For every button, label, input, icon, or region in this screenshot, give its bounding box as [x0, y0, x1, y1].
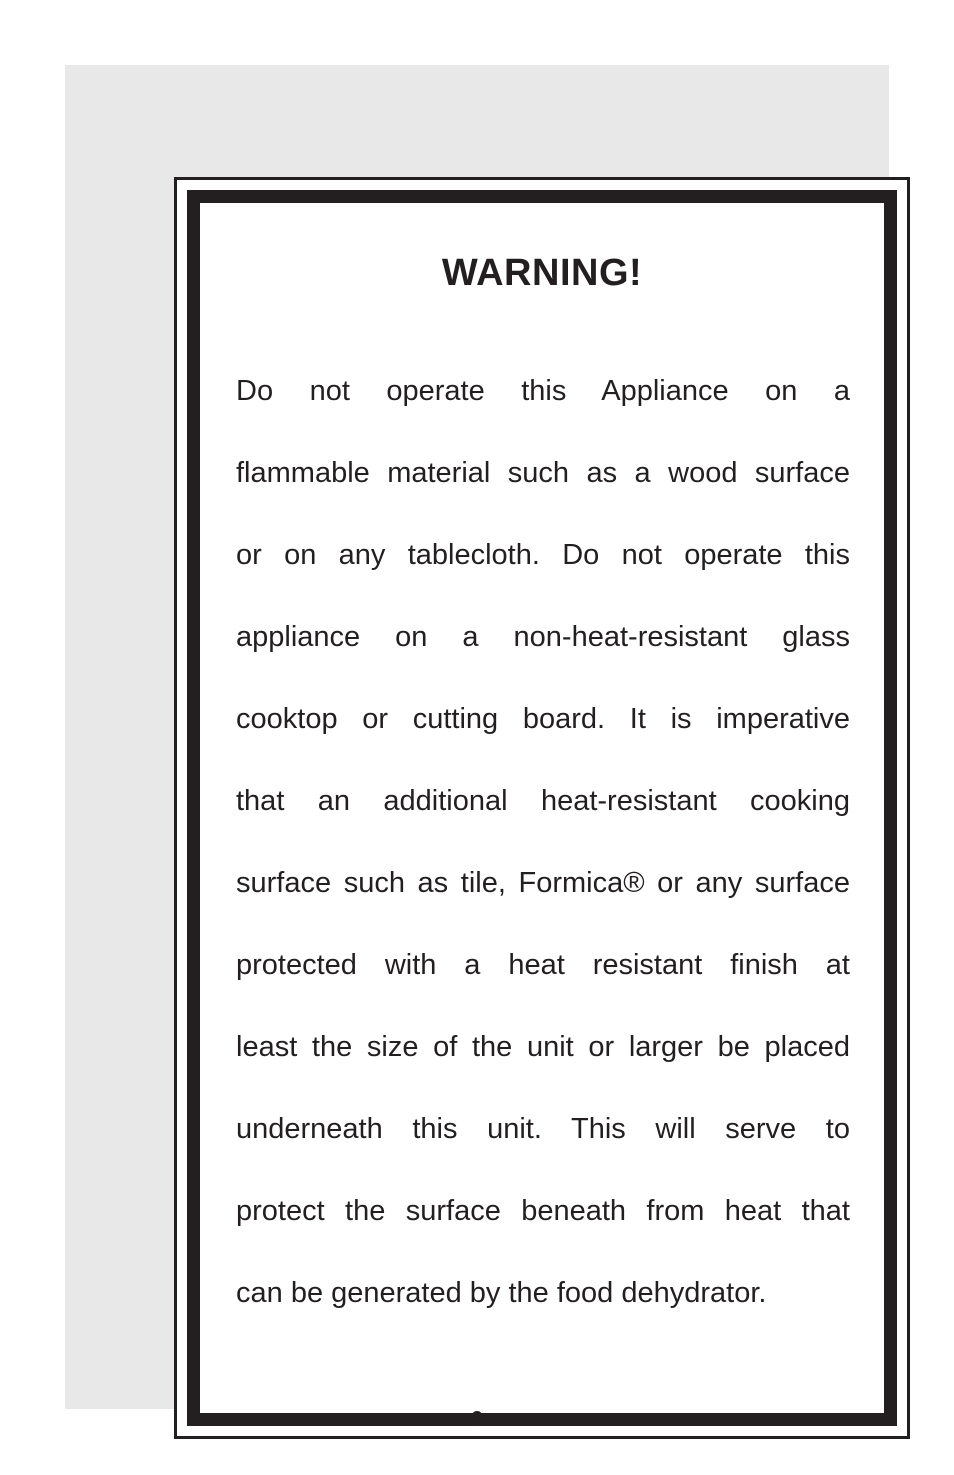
- warning-box-outer-border: [174, 177, 910, 1439]
- warning-text-line: appliance on a non-heat-resistant glass: [236, 621, 850, 653]
- warning-text-line: cooktop or cutting board. It is imperative: [236, 703, 850, 735]
- warning-text-line: protect the surface beneath from heat that: [236, 1195, 850, 1227]
- warning-text-line: Do not operate this Appliance on a: [236, 375, 850, 407]
- warning-text-line: can be generated by the food dehydrator.: [236, 1277, 767, 1309]
- warning-text-line: protected with a heat resistant finish at: [236, 949, 850, 981]
- page-number: 2: [471, 1408, 483, 1430]
- warning-text-line: underneath this unit. This will serve to: [236, 1113, 850, 1145]
- warning-box: [187, 190, 897, 1426]
- warning-text-line: flammable material such as a wood surface: [236, 457, 850, 489]
- warning-text-line: that an additional heat-resistant cooking: [236, 785, 850, 817]
- warning-text: [236, 350, 850, 1334]
- warning-text-line: or on any tablecloth. Do not operate this: [236, 539, 850, 571]
- warning-title: WARNING!: [441, 252, 643, 294]
- warning-text-line: least the size of the unit or larger be placed: [236, 1031, 850, 1063]
- warning-text-line: surface such as tile, Formica® or any surface: [236, 867, 850, 899]
- page-background-panel: [65, 65, 889, 1409]
